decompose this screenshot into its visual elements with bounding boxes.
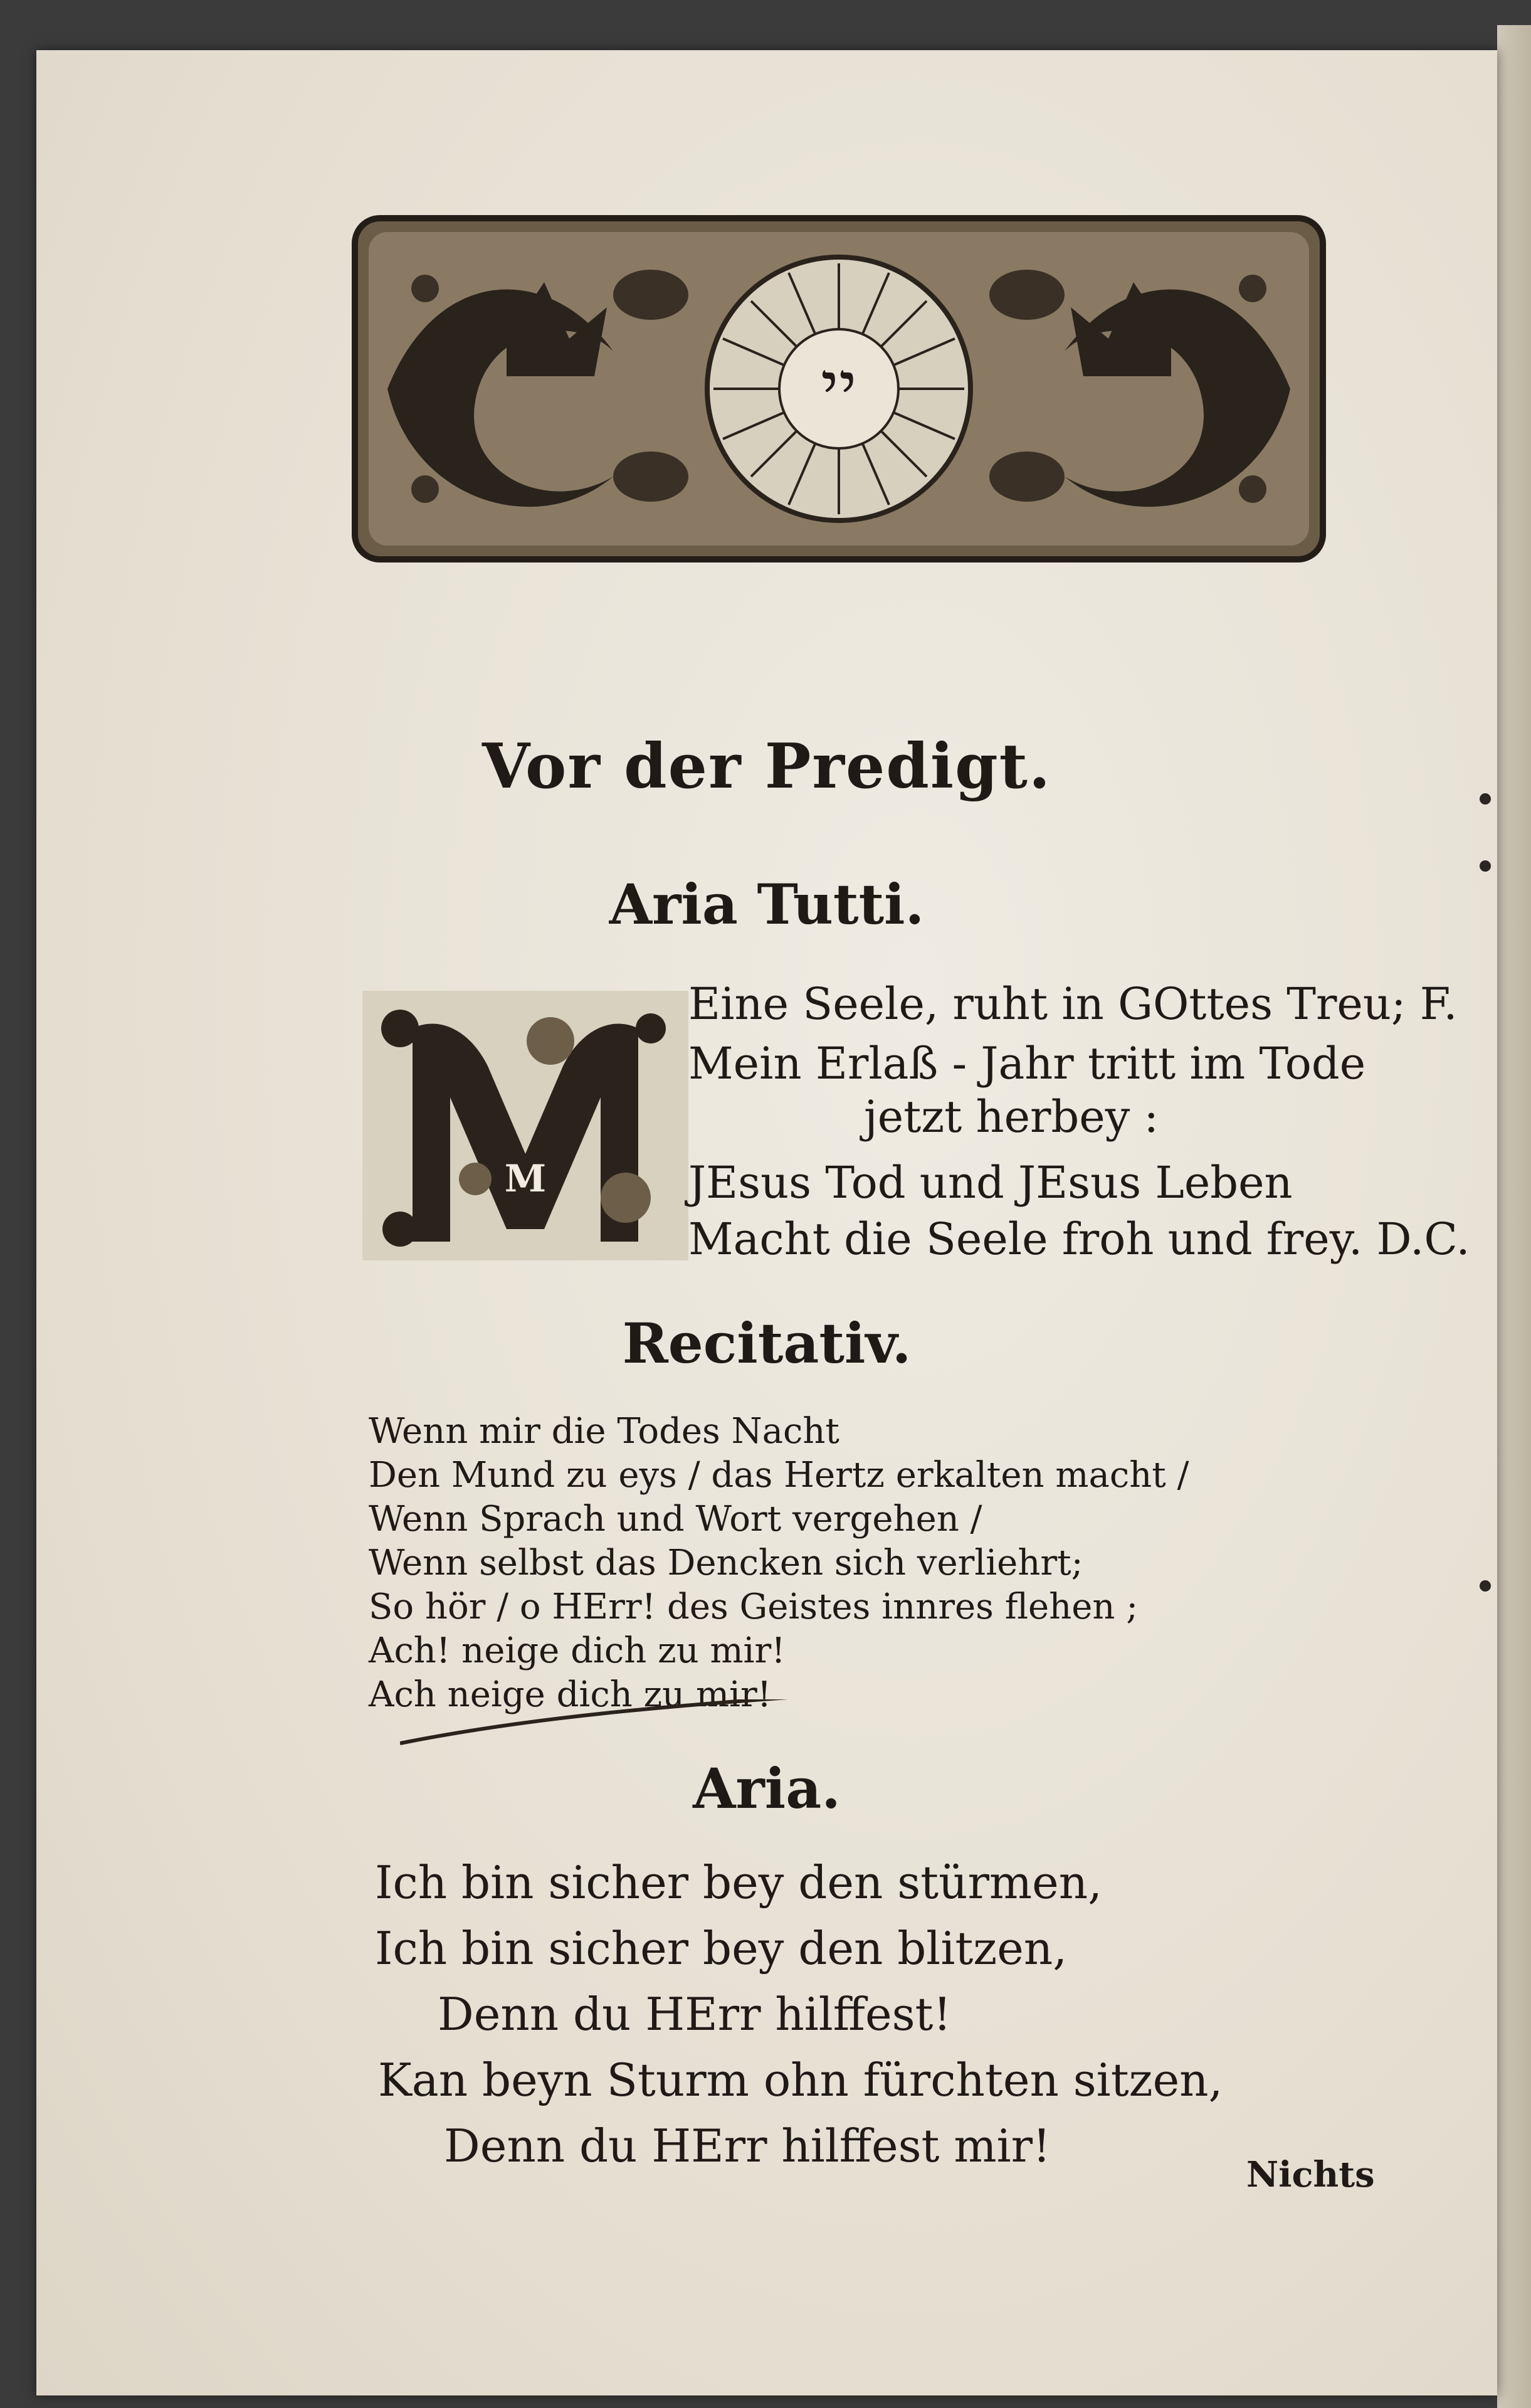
recitativ-line: Wenn Sprach und Wort vergehen / — [369, 1499, 982, 1539]
aria-line: Denn du HErr hilffest mir! — [444, 2120, 1051, 2172]
aria-line: Kan beyn Sturm ohn fürchten sitzen, — [378, 2054, 1223, 2106]
section-heading: Vor der Predigt. — [481, 731, 1052, 803]
binding-hole — [1480, 1580, 1491, 1592]
aria-tutti-line: Mein Erlaß - Jahr tritt im Tode — [688, 1038, 1366, 1089]
aria-line: Ich bin sicher bey den stürmen, — [375, 1856, 1103, 1909]
aria-line: Denn du HErr hilffest! — [438, 1988, 952, 2041]
adjacent-page-edge — [1497, 25, 1531, 2408]
recitativ-line: Wenn selbst das Dencken sich verliehrt; — [369, 1543, 1083, 1583]
aria-tutti-line: Eine Seele, ruht in GOttes Treu; F. — [688, 978, 1458, 1030]
aria-tutti-title: Aria Tutti. — [609, 872, 925, 937]
document-page — [36, 50, 1497, 2395]
recitativ-line: So hör / o HErr! des Geistes innres flehen ; — [369, 1587, 1139, 1627]
recitativ-line: Wenn mir die Todes Nacht — [369, 1411, 839, 1452]
recitativ-title: Recitativ. — [622, 1311, 912, 1376]
svg-text:M: M — [504, 1157, 547, 1201]
catchword: Nichts — [1246, 2154, 1375, 2195]
svg-text:יי: יי — [821, 347, 857, 427]
header-ornament — [350, 213, 1328, 564]
recitativ-line: Ach! neige dich zu mir! — [369, 1630, 786, 1671]
binding-hole — [1480, 793, 1491, 805]
aria-tutti-line: Macht die Seele froh und frey. D.C. — [688, 1213, 1470, 1265]
strike-through-mark — [400, 1699, 851, 1750]
aria-title: Aria. — [693, 1756, 841, 1821]
aria-line: Ich bin sicher bey den blitzen, — [375, 1922, 1068, 1975]
recitativ-line: Ach neige dich zu mir! — [369, 1674, 772, 1715]
aria-tutti-line: jetzt herbey : — [864, 1091, 1159, 1143]
recitativ-line: Den Mund zu eys / das Hertz erkalten macht / — [369, 1455, 1189, 1496]
decorated-initial — [362, 991, 688, 1260]
binding-hole — [1480, 860, 1491, 872]
aria-tutti-line: JEsus Tod und JEsus Leben — [688, 1157, 1293, 1208]
